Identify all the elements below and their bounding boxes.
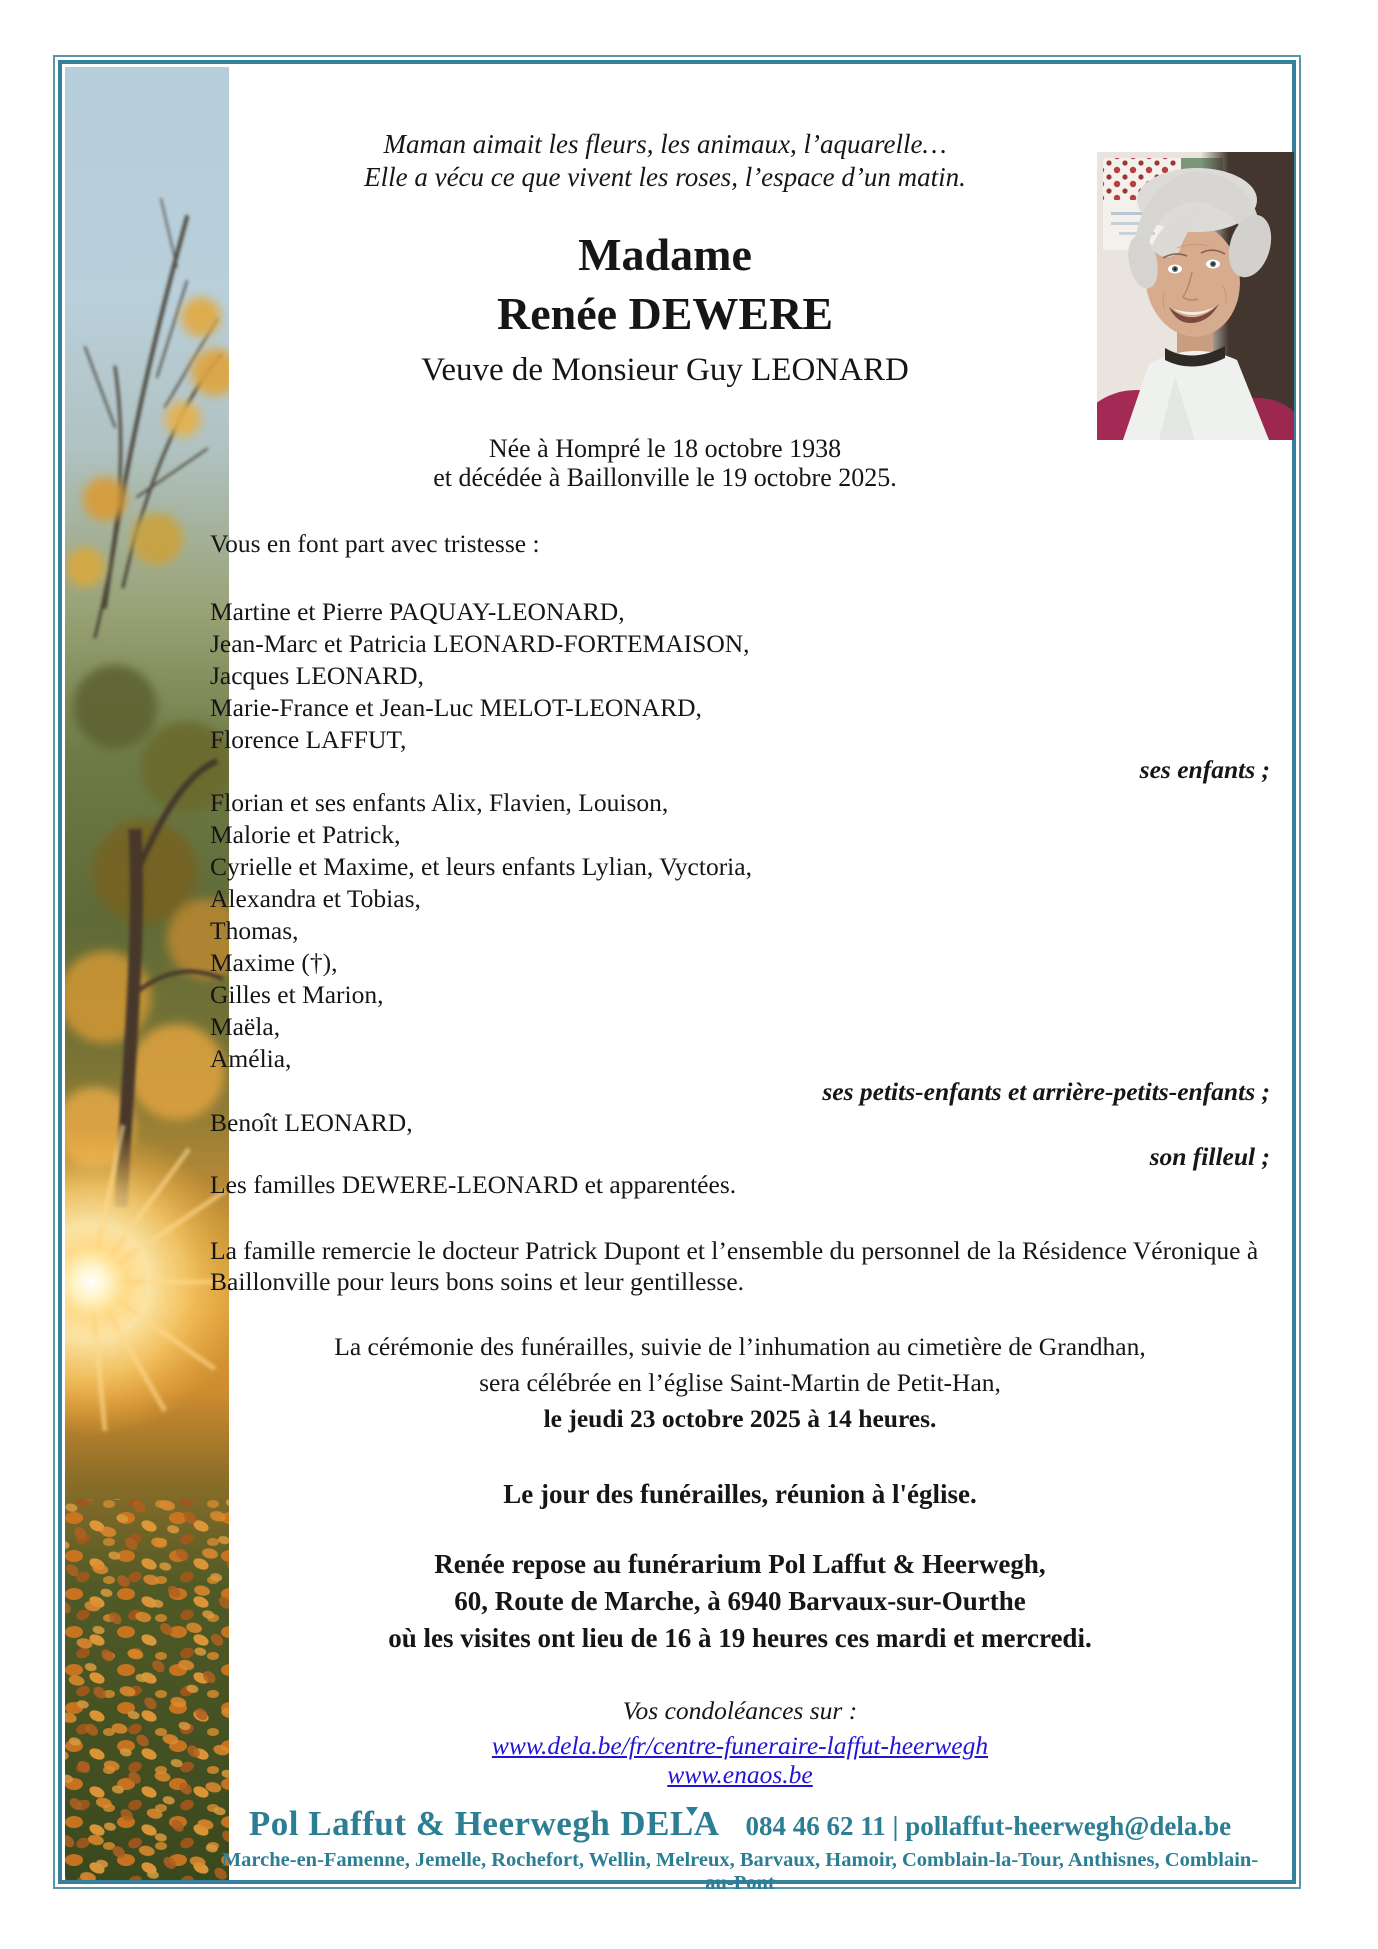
- grandchildren-list: [210, 787, 1270, 1075]
- list-item: Marie-France et Jean-Luc MELOT-LEONARD,: [210, 693, 702, 722]
- condolences-link-2-row: [210, 1759, 1270, 1791]
- ceremony-line-1: La cérémonie des funérailles, suivie de l’inhumation au cimetière de Grandhan,: [334, 1332, 1146, 1361]
- funeral-home-name: Pol Laffut & Heerwegh: [248, 1804, 611, 1843]
- funerarium-line-1: Renée repose au funérarium Pol Laffut & Heerwegh,: [434, 1549, 1046, 1579]
- death-line: et décédée à Baillonville le 19 octobre 2025.: [433, 463, 897, 492]
- deceased-title: Madame: [578, 229, 752, 280]
- dela-condolences-link[interactable]: www.dela.be/fr/centre-funeraire-laffut-heerwegh: [491, 1731, 989, 1760]
- reunion-line: Le jour des funérailles, réunion à l'église.: [503, 1479, 977, 1509]
- list-item: Florence LAFFUT,: [210, 725, 407, 754]
- portrait-illustration: [1097, 152, 1294, 440]
- autumn-photo-strip: [65, 67, 229, 1880]
- memorial-quote: [230, 128, 1100, 194]
- quote-line-2: Elle a vécu ce que vivent les roses, l’espace d’un matin.: [364, 162, 966, 192]
- children-label: ses enfants ;: [1139, 755, 1270, 784]
- list-item: Amélia,: [210, 1044, 292, 1073]
- list-item: Malorie et Patrick,: [210, 820, 401, 849]
- list-item: Jean-Marc et Patricia LEONARD-FORTEMAISON,: [210, 629, 750, 658]
- families-line: Les familles DEWERE-LEONARD et apparentées.: [210, 1170, 737, 1199]
- list-item: Martine et Pierre PAQUAY-LEONARD,: [210, 597, 625, 626]
- list-item: Alexandra et Tobias,: [210, 884, 421, 913]
- widow-line: Veuve de Monsieur Guy LEONARD: [421, 352, 909, 388]
- birth-line: Née à Hompré le 18 octobre 1938: [488, 434, 842, 463]
- deceased-name: Renée DEWERE: [496, 288, 834, 339]
- list-item: Cyrielle et Maxime, et leurs enfants Lylian, Vyctoria,: [210, 852, 752, 881]
- children-list: [210, 596, 1270, 756]
- funerarium-line-2: 60, Route de Marche, à 6940 Barvaux-sur-Ourthe: [454, 1586, 1026, 1616]
- godson-line: Benoît LEONARD,: [210, 1108, 413, 1137]
- grandchildren-label: ses petits-enfants et arrière-petits-enfants ;: [822, 1077, 1270, 1106]
- birth-death-block: [230, 434, 1100, 492]
- ceremony-line-2: sera célébrée en l’église Saint-Martin de Petit-Han,: [479, 1368, 1001, 1397]
- funeral-home-footer: [210, 1804, 1270, 1844]
- funerarium-line-3: où les visites ont lieu de 16 à 19 heures ces mardi et mercredi.: [388, 1623, 1092, 1653]
- quote-line-1: Maman aimait les fleurs, les animaux, l’aquarelle…: [383, 129, 947, 159]
- list-item: Maxime (†),: [210, 948, 338, 977]
- portrait-photo: [1097, 152, 1294, 440]
- condolences-label: Vos condoléances sur :: [622, 1696, 858, 1725]
- list-item: Jacques LEONARD,: [210, 661, 424, 690]
- funeral-home-logo: [249, 1804, 720, 1844]
- announcement-intro: Vous en font part avec tristesse :: [210, 529, 540, 558]
- footer-towns-list: Marche-en-Famenne, Jemelle, Rochefort, Wellin, Melreux, Barvaux, Hamoir, Comblain-la-Tour, Anthisnes, Comblain-au-Pont: [221, 1849, 1259, 1894]
- autumn-photo-illustration: [65, 67, 229, 1880]
- condolences-link-1-row: [210, 1730, 1270, 1762]
- list-item: Thomas,: [210, 916, 299, 945]
- dela-logo: DELA: [620, 1804, 720, 1843]
- list-item: Florian et ses enfants Alix, Flavien, Louison,: [210, 788, 669, 817]
- ceremony-date-line: le jeudi 23 octobre 2025 à 14 heures.: [543, 1404, 937, 1433]
- list-item: Gilles et Marion,: [210, 980, 384, 1009]
- footer-phone-email: 084 46 62 11 | pollaffut-heerwegh@dela.be: [745, 1811, 1232, 1841]
- godson-label: son filleul ;: [1149, 1142, 1270, 1171]
- list-item: Maëla,: [210, 1012, 281, 1041]
- enaos-link[interactable]: www.enaos.be: [667, 1760, 813, 1789]
- thanks-paragraph: La famille remercie le docteur Patrick Dupont et l’ensemble du personnel de la Résidence Véronique à Baillonville pour leurs bons soins et leur gentillesse.: [210, 1236, 1259, 1296]
- dela-triangle-icon: [686, 1807, 698, 1816]
